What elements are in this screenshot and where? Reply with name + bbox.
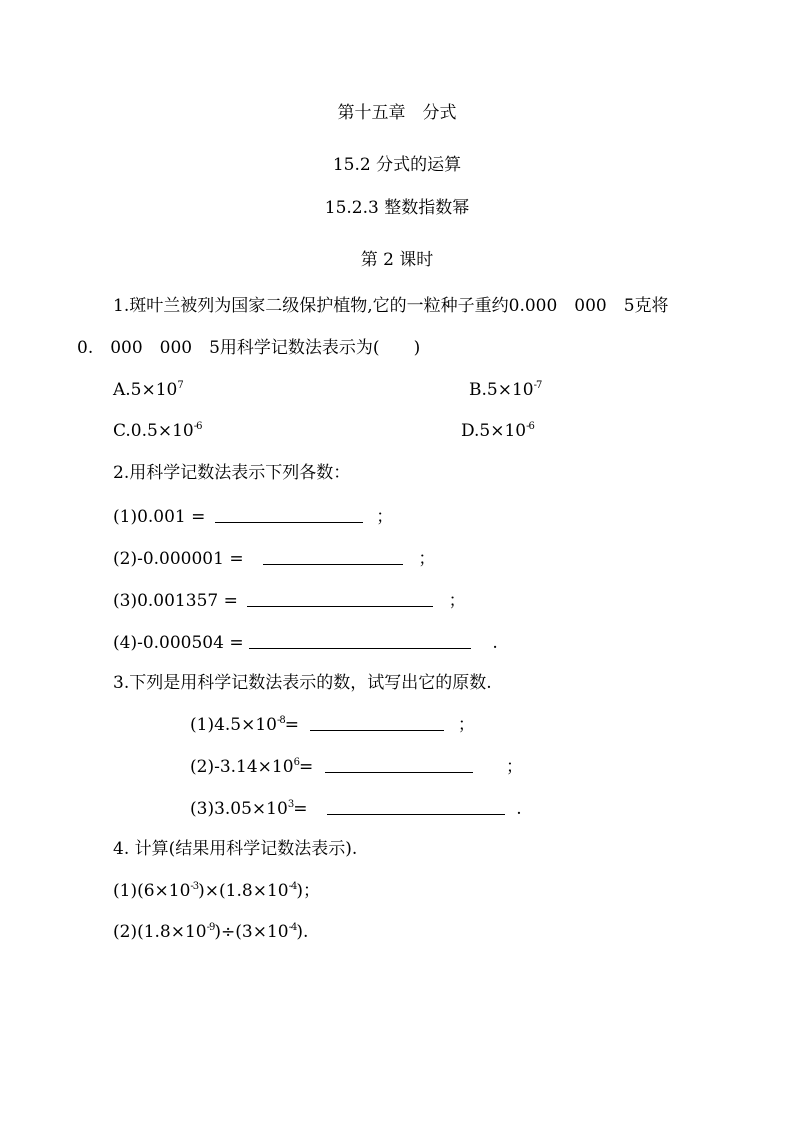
question-2-title: 2.用科学记数法表示下列各数： [113,463,351,483]
q3-p3-base: (3)3.05×10 [190,799,288,819]
question-3-part-1 [190,716,475,734]
option-d-base: D.5×10 [461,421,527,441]
q2-p4-label: (4)-0.000504 = [113,633,244,653]
question-2-part-3 [113,592,466,610]
question-4-expression-1 [113,883,320,900]
q2-p3-label: (3)0.001357 = [113,591,238,611]
answer-blank[interactable] [327,800,505,815]
answer-blank[interactable] [310,716,444,731]
q4-e2-part-c: ). [296,922,309,942]
q4-e2-part-a: (2)(1.8×10 [113,922,207,942]
option-d-exponent: -6 [526,421,534,432]
answer-blank[interactable] [247,592,433,607]
option-b [469,382,541,399]
question-3-title: 3.下列是用科学记数法表示的数，试写出它的原数. [113,673,492,693]
q3-p2-base: (2)-3.14×10 [190,757,294,777]
q3-p3-equals: = [293,799,308,819]
option-c [113,423,201,440]
q3-p1-exponent: -8 [277,715,285,726]
question-3-part-2 [190,758,523,776]
q2-p4-end: . [492,633,498,653]
answer-blank[interactable] [215,508,363,523]
q2-p1-end: ； [376,507,394,527]
question-4-expression-2 [113,924,308,941]
q2-p1-label: (1)0.001 = [113,507,206,527]
q4-e1-exponent-1: -3 [190,881,199,892]
option-d [461,423,534,440]
q3-p1-base: (1)4.5×10 [190,715,277,735]
q4-e1-part-a: (1)(6×10 [113,881,191,901]
answer-blank[interactable] [249,634,471,649]
chapter-title: 第十五章 分式 [337,103,457,123]
option-a-exponent: 7 [177,380,183,391]
q3-p1-end: ； [457,715,475,735]
answer-blank[interactable] [325,758,473,773]
q2-p2-end: ； [418,549,436,569]
q4-e2-exponent-1: -9 [206,922,215,933]
q3-p2-equals: = [298,757,314,777]
option-c-exponent: -6 [193,421,202,432]
q4-e2-exponent-2: -4 [288,922,297,933]
option-a [113,382,183,399]
q3-p1-equals: = [284,715,299,735]
option-b-exponent: -7 [533,380,542,391]
q4-e1-part-b: )×(1.8×10 [198,881,289,901]
subsection-title: 15.2.3 整数指数幂 [324,198,470,218]
question-1-line-2: 0. 000 000 5用科学记数法表示为( ) [77,338,421,358]
option-c-base: C.0.5×10 [113,421,194,441]
q3-p3-exponent: 3 [287,799,294,810]
q4-e1-part-c: )； [296,881,320,901]
q2-p3-end: ； [448,591,466,611]
question-3-part-3 [190,800,522,818]
question-1-line-1: 1.斑叶兰被列为国家二级保护植物,它的一粒种子重约0.000 000 5克将 [113,296,669,316]
question-2-part-4 [113,634,498,652]
option-b-base: B.5×10 [469,380,534,400]
q4-e1-exponent-2: -4 [288,881,297,892]
q3-p2-end: ； [506,757,523,777]
q2-p2-label: (2)-0.000001 = [113,549,244,569]
option-a-base: A.5×10 [113,380,178,400]
question-4-title: 4. 计算(结果用科学记数法表示). [113,839,358,859]
question-2-part-1 [113,508,393,526]
section-title: 15.2 分式的运算 [332,155,462,175]
q3-p3-end: . [516,799,522,819]
lesson-title: 第 2 课时 [360,250,434,270]
question-2-part-2 [113,550,435,568]
q3-p2-exponent: 6 [293,757,299,768]
answer-blank[interactable] [263,550,403,565]
q4-e2-part-b: )÷(3×10 [214,922,289,942]
